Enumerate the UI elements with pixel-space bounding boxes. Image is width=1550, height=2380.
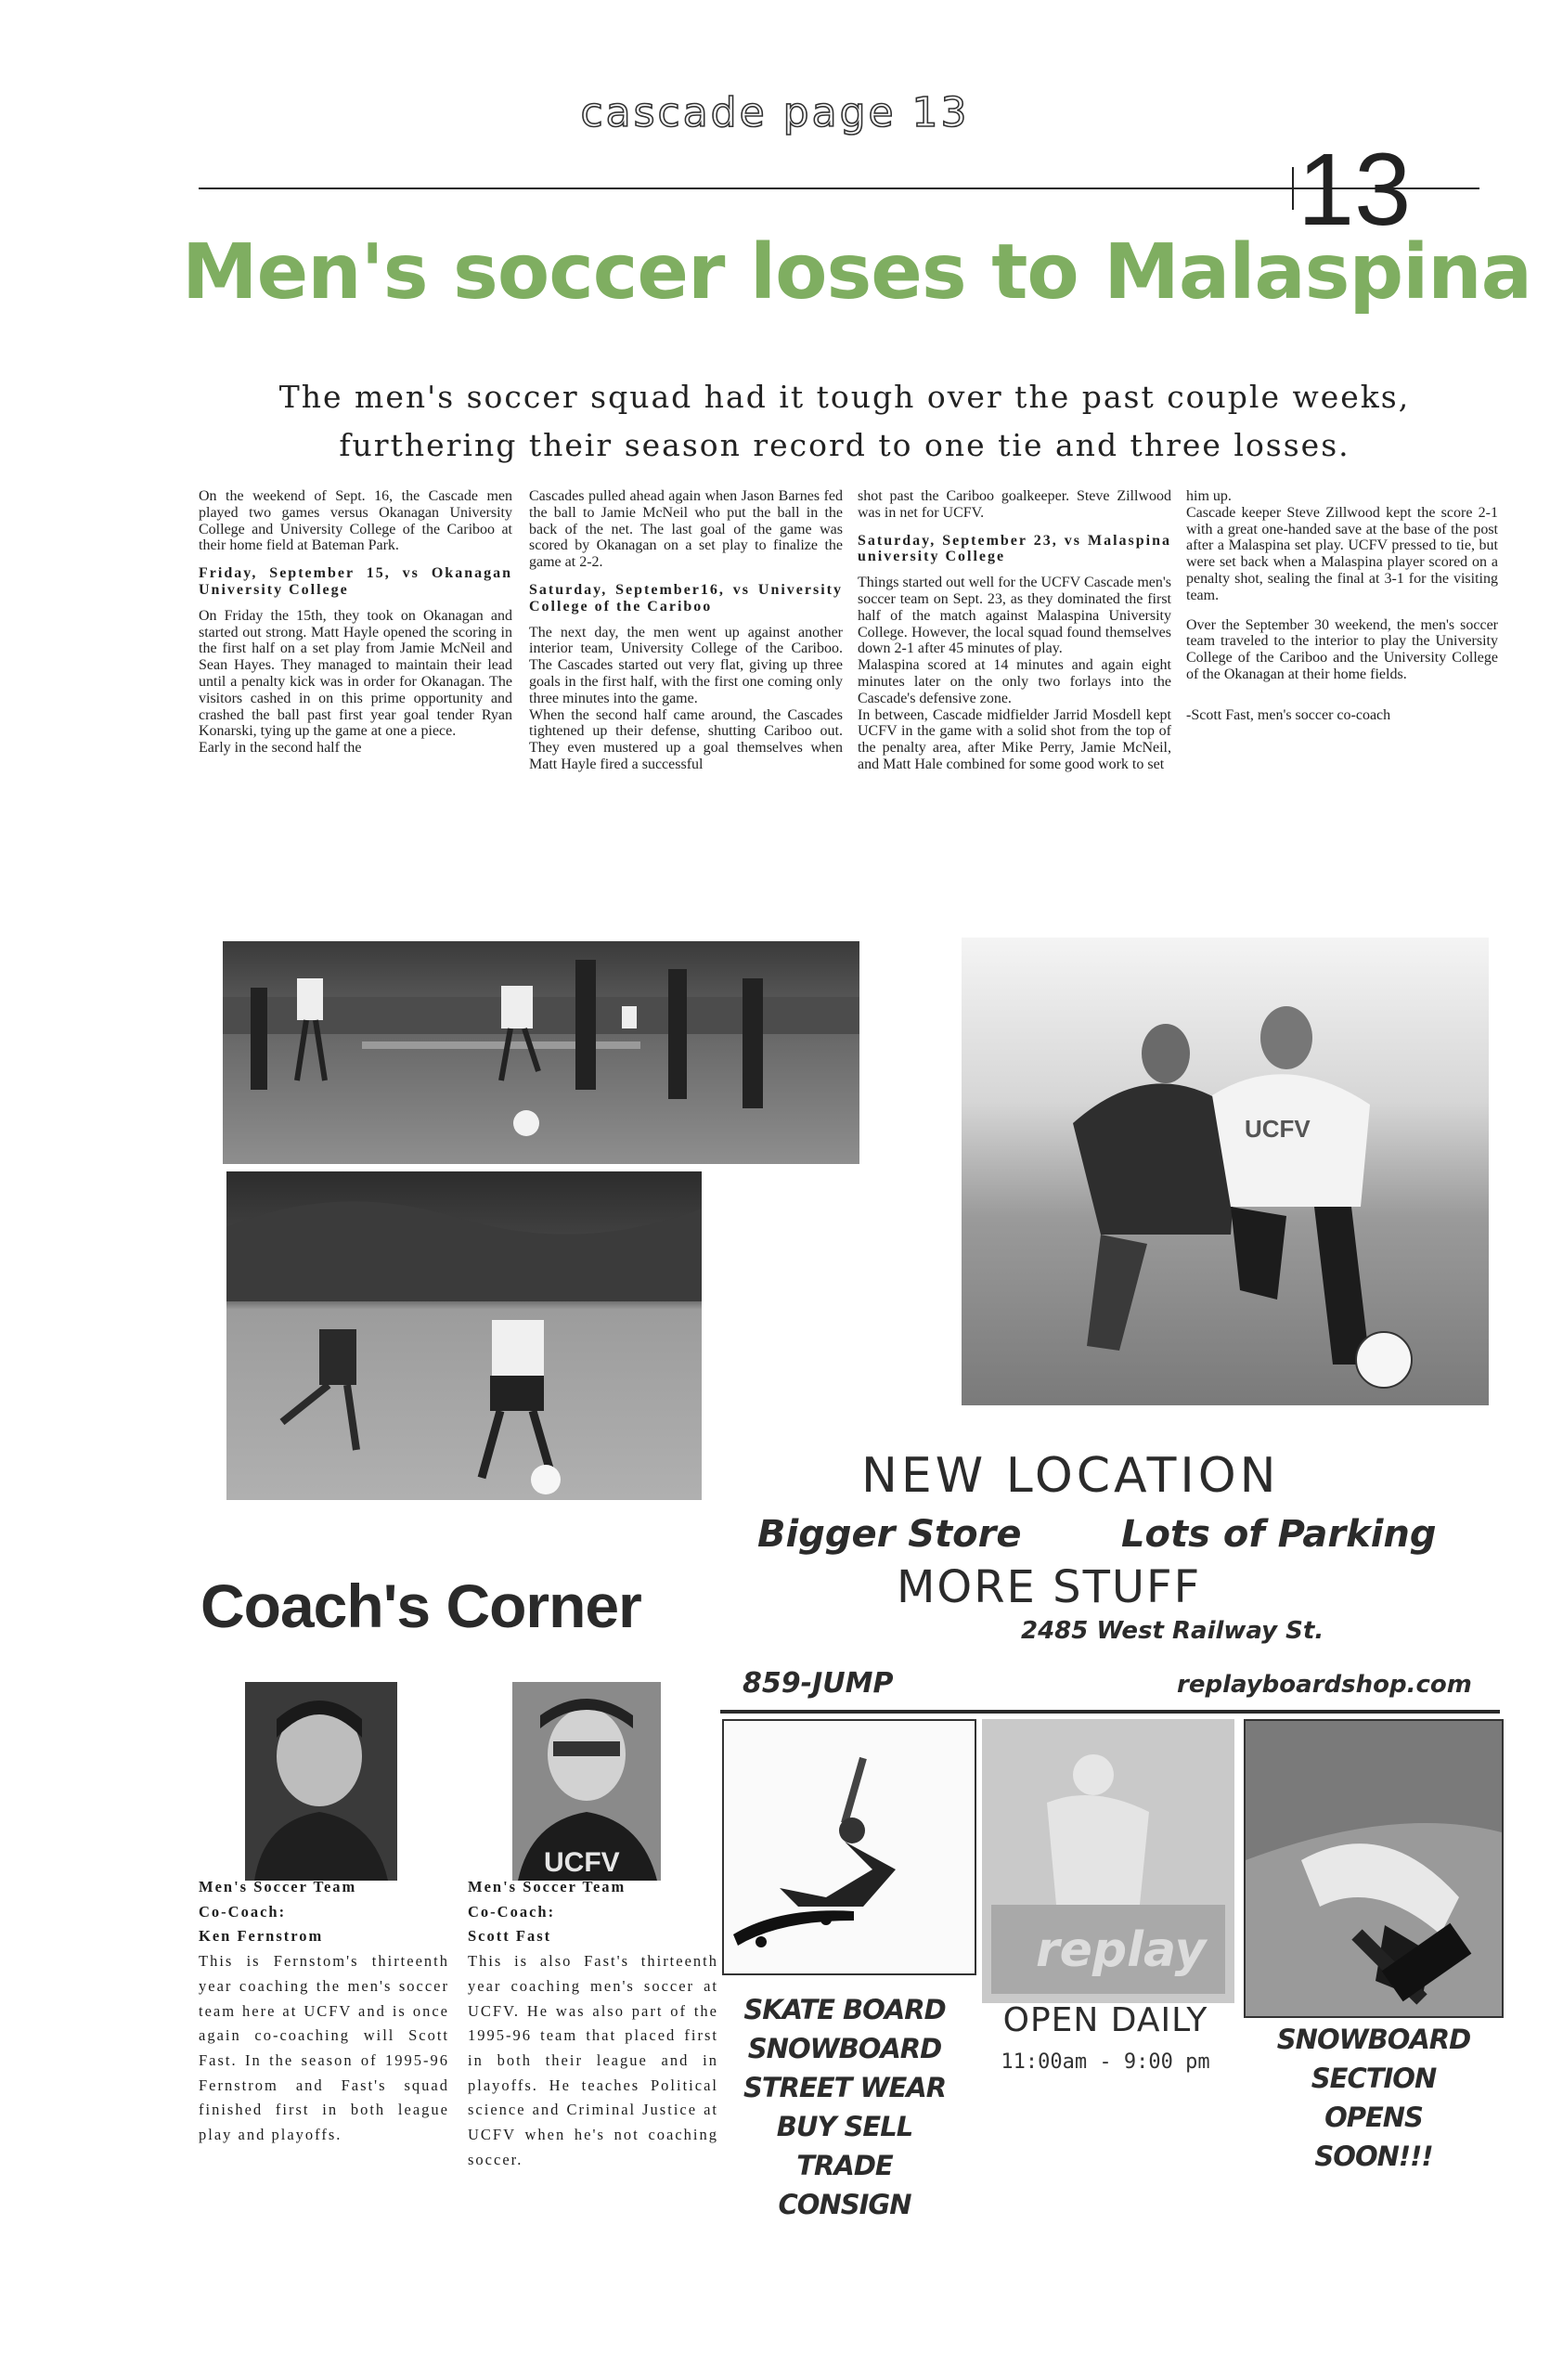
coach-bio-text: This is also Fast's thirteenth year coaching men's soccer at UCFV. He was also part of the 1995-96 team that placed first in both their league and in playoffs. He teaches Political science and Criminal Justice at UCFV when he's not coaching soccer. xyxy=(468,1952,718,2168)
ad-service-item: TRADE xyxy=(796,2150,893,2181)
replay-logo-text: replay xyxy=(1036,1922,1207,1978)
ad-service-item: CONSIGN xyxy=(778,2189,911,2220)
paragraph: Early in the second half the xyxy=(199,740,362,757)
soccer-action-photo xyxy=(223,941,859,1164)
coach-role: Men's Soccer Team xyxy=(199,1878,357,1895)
ad-divider xyxy=(720,1710,1500,1714)
coach-name: Ken Fernstrom xyxy=(199,1927,324,1946)
ad-service-item: BUY SELL xyxy=(776,2111,913,2142)
paragraph: Over the September 30 weekend, the men's soccer team traveled to the interior to play the University College of the Cariboo and the University College of the Okanagan at their home fields. xyxy=(1186,616,1498,682)
article-headline: Men's soccer loses to Malaspina xyxy=(182,228,1532,317)
coach-name: Scott Fast xyxy=(468,1927,552,1946)
ad-services-list xyxy=(733,1990,956,2224)
game-subhead: Friday, September 15, vs Okanagan University College xyxy=(199,565,512,598)
ad-promo-line: SOON!!! xyxy=(1314,2141,1433,2172)
paragraph: In between, Cascade midfielder Jarrid Mosdell kept UCFV in the game with a solid shot from the top of the penalty area, after Mike Perry, Jamie McNeil, and Matt Hale combined for some good work to set xyxy=(858,706,1171,772)
ad-promo-line: OPENS xyxy=(1324,2102,1423,2133)
ad-promo-line: SECTION xyxy=(1311,2063,1437,2094)
article-column-3 xyxy=(858,488,1171,773)
article-column-4 xyxy=(1186,488,1498,724)
coach-portrait-scott-fast xyxy=(512,1682,661,1881)
paragraph: On the weekend of Sept. 16, the Cascade men played two games versus Okanagan University College and University College of the Cariboo at their home field at Bateman Park. xyxy=(199,488,512,554)
soccer-duel-photo xyxy=(962,938,1489,1405)
coach-role: Co-Coach: xyxy=(468,1902,556,1921)
paragraph: Malaspina scored at 14 minutes and again eight minutes later on the only two forlays into the Cascade's defensive zone. xyxy=(858,657,1171,706)
paragraph: Cascade keeper Steve Zillwood kept the score 2-1 with a great one-handed save at the base of the post after a Malaspina set play. UCFV pressed to tie, but were set back when a Malaspina player scored on a penalty shot, sealing the final at 3-1 for the visiting team. xyxy=(1186,504,1498,603)
replay-logo-panel xyxy=(982,1719,1234,2003)
ad-bigger-store: Bigger Store xyxy=(757,1513,1022,1556)
game-subhead: Saturday, September 23, vs Malaspina university College xyxy=(858,532,1171,565)
coach-role: Men's Soccer Team xyxy=(468,1878,626,1895)
ad-hours xyxy=(991,2001,1220,2074)
ad-snowboard-promo xyxy=(1262,2020,1485,2176)
article-column-1 xyxy=(199,488,512,757)
ad-more-stuff: MORE STUFF xyxy=(897,1561,1202,1613)
ad-service-item: SKATE BOARD xyxy=(743,1994,946,2025)
coach-shirt-text: UCFV xyxy=(544,1847,620,1878)
game-subhead: Saturday, September16, vs University College of the Cariboo xyxy=(529,581,843,614)
ad-service-item: SNOWBOARD xyxy=(747,2033,942,2064)
shirt-text: UCFV xyxy=(1245,1115,1311,1143)
paragraph: shot past the Cariboo goalkeeper. Steve Zillwood was in net for UCFV. xyxy=(858,488,1171,521)
ad-address: 2485 West Railway St. xyxy=(1021,1617,1324,1645)
ad-promo-line: SNOWBOARD xyxy=(1276,2024,1471,2055)
soccer-dribble-photo xyxy=(226,1171,702,1500)
ad-website: replayboardshop.com xyxy=(1177,1671,1472,1699)
coachs-corner-title: Coach's Corner xyxy=(200,1572,641,1640)
ad-lots-of-parking: Lots of Parking xyxy=(1121,1513,1437,1556)
coach-role: Co-Coach: xyxy=(199,1902,287,1921)
paragraph: Cascades pulled ahead again when Jason Barnes fed the ball to Jamie McNeil who put the ball in the back of the net. The last goal of the game was scored by Okanagan on a set play to finalize the game at 2-2. xyxy=(529,488,843,571)
page-number: 13 xyxy=(1298,133,1412,247)
header-rule-tick xyxy=(1292,167,1294,210)
running-head: cascade page 13 xyxy=(580,89,970,136)
ad-hours-time: 11:00am - 9:00 pm xyxy=(1001,2050,1210,2074)
ad-hours-label: OPEN DAILY xyxy=(1002,2001,1208,2039)
paragraph: On Friday the 15th, they took on Okanagan and started out strong. Matt Hayle opened the scoring in the first half on a set play from Jamie McNeil and Sean Hayes. They managed to maintain their lead until a penalty kick was in order for Okanagan. The visitors cashed in on this prime opportunity and crashed the ball past first year goal tender Ryan Konarski, tying up the game at one a piece. xyxy=(199,607,512,740)
ad-service-item: STREET WEAR xyxy=(743,2072,947,2103)
snowboarder-photo xyxy=(1244,1719,1504,2018)
article-deck: The men's soccer squad had it tough over the past couple weeks, furthering their season record to one tie and three losses. xyxy=(278,379,1411,463)
paragraph: The next day, the men went up against another interior team, University College of the Cariboo. The Cascades started out very flat, giving up three goals in the first half, with the first one coming only three minutes into the game. xyxy=(529,624,843,706)
coach-bio-ken-fernstrom xyxy=(199,1875,449,2148)
coach-bio-scott-fast xyxy=(468,1875,718,2172)
article-byline: -Scott Fast, men's soccer co-coach xyxy=(1186,706,1391,723)
ad-phone: 859-JUMP xyxy=(743,1667,894,1700)
coach-bio-text: This is Fernstom's thirteenth year coaching the men's soccer team here at UCFV and is once again co-coaching will Scott Fast. In the season of 1995-96 Fernstrom and Fast's squad finished first in both league play and playoffs. xyxy=(199,1952,449,2144)
ad-new-location: NEW LOCATION xyxy=(861,1448,1280,1504)
paragraph: Things started out well for the UCFV Cascade men's soccer team on Sept. 23, as they dominated the first half of the match against Malaspina University College. However, the local squad found themselves down 2-1 after 45 minutes of play. xyxy=(858,575,1171,657)
paragraph: When the second half came around, the Cascades tightened up their defense, shutting Cariboo out. They even mustered up a goal themselves when Matt Hayle fired a successful xyxy=(529,706,843,772)
header-rule xyxy=(199,188,1479,189)
coach-portrait-ken-fernstrom xyxy=(245,1682,397,1881)
article-column-2 xyxy=(529,488,843,773)
skateboarder-jump-photo xyxy=(722,1719,976,1975)
paragraph: him up. xyxy=(1186,488,1232,504)
